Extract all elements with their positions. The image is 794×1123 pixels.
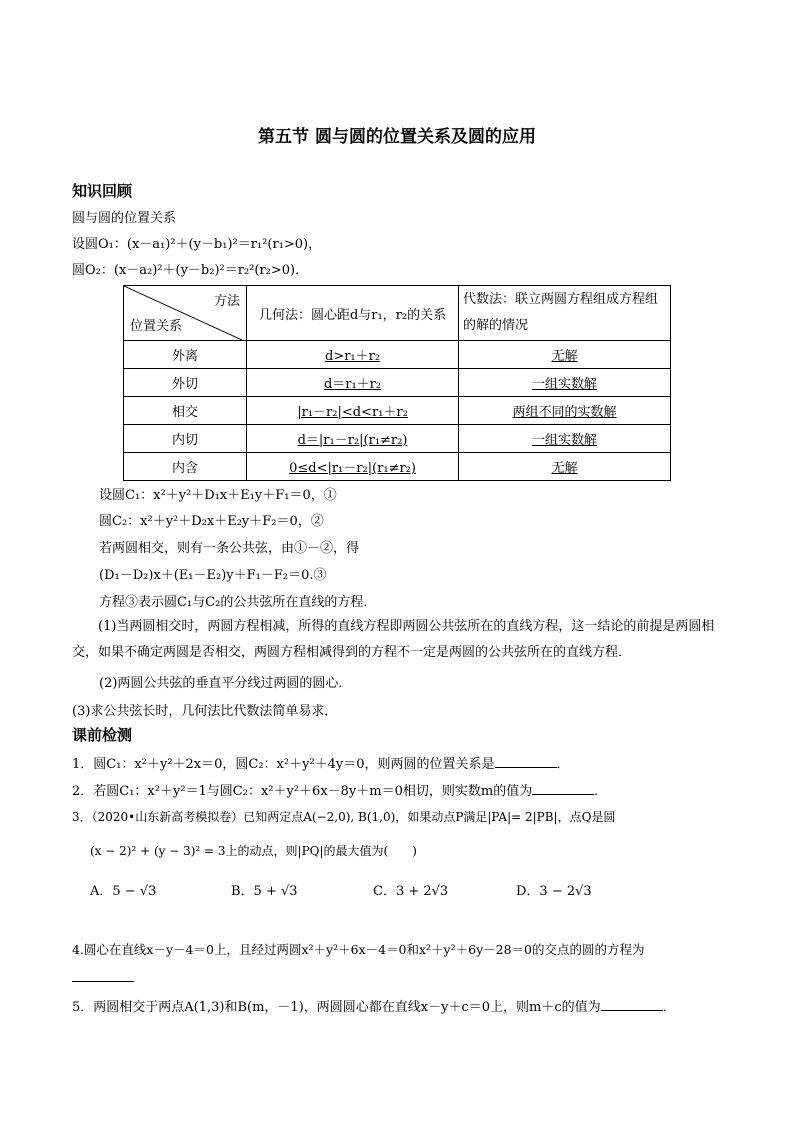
text-line: 圆与圆的位置关系 [72,211,177,226]
cell-relation: 外离 [124,341,247,369]
option-b[interactable]: B．5 + √3 [231,884,298,899]
cell-algebra: 无解 [459,453,671,481]
question-2 [72,780,607,799]
table-row [124,397,671,425]
cell-geometry: |r₁－r₂|<d<r₁＋r₂ [247,397,459,425]
equation-c2: 圆C₂：x²＋y²＋D₂x＋E₂y＋F₂＝0，② [99,514,324,529]
cell-geometry: d＝|r₁－r₂|(r₁≠r₂) [247,425,459,453]
section-heading-pretest: 课前检测 [72,726,133,744]
question-text: 1．圆C₁：x²＋y²＋2x＝0，圆C₂：x²＋y²＋4y＝0，则两圆的位置关系是 [72,757,495,772]
answer-blank[interactable] [495,755,557,768]
table-corner-cell [124,286,247,341]
question-3: 3．（2020•山东新高考模拟卷）已知两定点A(−2,0), B(1,0)，如果动点P满足|PA|= 2|PB|，点Q是圆 [72,810,616,824]
cell-algebra: 一组实数解 [459,425,671,453]
equation-chord: (D₁－D₂)x＋(E₁－E₂)y＋F₁－F₂＝0.③ [99,568,327,583]
question-text: 2．若圆C₁：x²＋y²＝1与圆C₂：x²＋y²＋6x－8y＋m＝0相切，则实数m的值为 [72,784,533,799]
question-end: ． [662,1000,676,1015]
cell-geometry: d＝r₁＋r₂ [247,369,459,397]
cell-relation: 外切 [124,369,247,397]
cell-relation: 内切 [124,425,247,453]
cell-relation: 相交 [124,397,247,425]
equation-circle-o1: 设圆O₁：(x－a₁)²＋(y－b₁)²＝r₁²(r₁>0)， [72,237,322,252]
option-a[interactable]: A．5 − √3 [90,884,157,899]
corner-top-label: 方法 [214,294,241,309]
text-line: 若两圆相交，则有一条公共弦，由①－②，得 [99,541,360,556]
question-3-continued: (x − 2)² + (y − 3)² = 3上的动点，则|PQ|的最大值为( ) [90,844,417,858]
header-algebra: 代数法：联立两圆方程组成方程组的解的情况 [459,286,671,341]
text-line: 方程③表示圆C₁与C₂的公共弦所在直线的方程． [99,595,377,610]
cell-algebra: 两组不同的实数解 [459,397,671,425]
question-text: 5．两圆相交于两点A(1,3)和B(m，－1)，两圆圆心都在直线x－y＋c＝0上，则m＋c的值为 [72,1000,601,1015]
corner-bottom-label: 位置关系 [130,319,183,334]
header-geometry: 几何法：圆心距d与r₁，r₂的关系 [247,286,459,341]
equation-circle-o2: 圆O₂：(x－a₂)²＋(y－b₂)²＝r₂²(r₂>0)． [72,263,309,278]
cell-geometry: 0≤d<|r₁－r₂|(r₁≠r₂) [247,453,459,481]
question-5 [72,996,676,1015]
section-heading-review: 知识回顾 [72,182,133,200]
option-c[interactable]: C．3 + 2√3 [373,884,449,899]
answer-blank[interactable] [601,998,663,1011]
relation-table [123,285,671,481]
answer-blank[interactable] [72,967,134,986]
table-row [124,425,671,453]
table-row [124,453,671,481]
note-paragraph: (1)当两圆相交时，两圆方程相减，所得的直线方程即两圆公共弦所在的直线方程，这一结论的前提是两圆相交，如果不确定两圆是否相交，两圆方程相减得到的方程不一定是两圆的公共弦所在的直线方程． [72,619,715,660]
equation-c1: 设圆C₁：x²＋y²＋D₁x＋E₁y＋F₁＝0，① [99,488,337,503]
note-line: (2)两圆公共弦的垂直平分线过两圆的圆心． [99,676,352,691]
cell-geometry: d>r₁＋r₂ [247,341,459,369]
table-row [124,369,671,397]
table-row [124,341,671,369]
question-4: 4.圆心在直线x－y－4＝0上，且经过两圆x²＋y²＋6x－4＝0和x²＋y²＋6y－28＝0的交点的圆的方程为 [72,942,645,957]
cell-algebra: 无解 [459,341,671,369]
page-title: 第五节 圆与圆的位置关系及圆的应用 [258,127,536,147]
answer-blank[interactable] [532,782,594,795]
question-end: ． [556,757,570,772]
cell-algebra: 一组实数解 [459,369,671,397]
note-line: (3)求公共弦长时，几何法比代数法简单易求． [72,704,338,719]
question-1 [72,753,570,772]
question-end: ． [594,784,608,799]
option-d[interactable]: D．3 − 2√3 [516,884,592,899]
cell-relation: 内含 [124,453,247,481]
